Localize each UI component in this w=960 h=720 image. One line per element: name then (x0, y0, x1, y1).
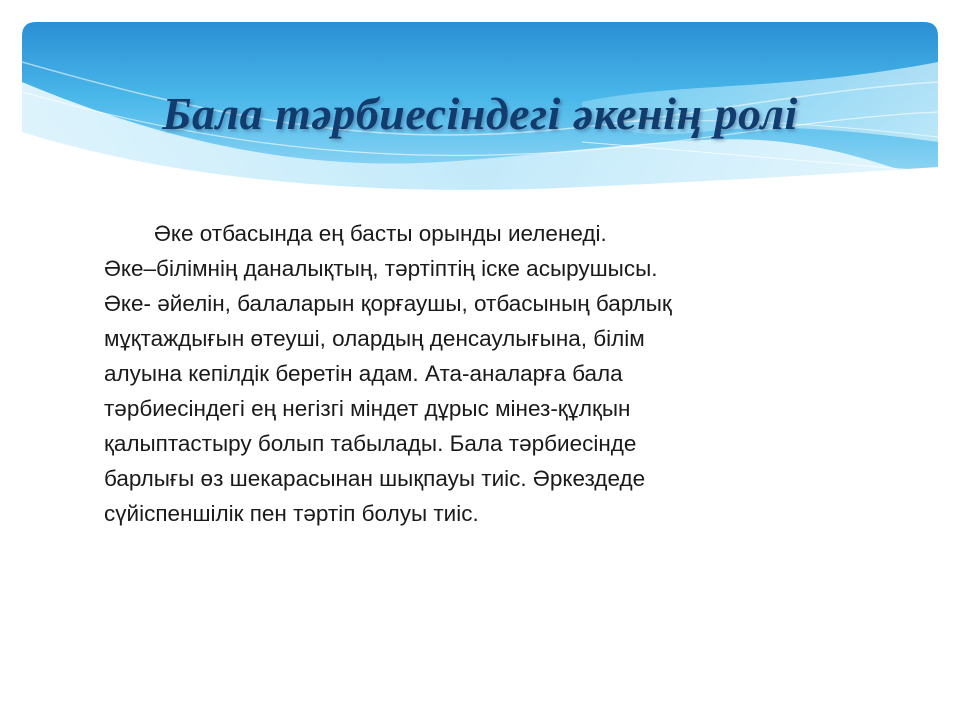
body-paragraph (104, 216, 864, 531)
body-line: мұқтаждығын өтеуші, олардың денсаулығына, білім (104, 326, 645, 351)
body-line: тәрбиесіндегі ең негізгі міндет дұрыс мінез-құлқын (104, 396, 631, 421)
body-line: қалыптастыру болып табылады. Бала тәрбиесінде (104, 431, 637, 456)
body-line: алуына кепілдік беретін адам. Ата-аналарға бала (104, 361, 623, 386)
body-line: Әке отбасында ең басты орынды иеленеді. (154, 221, 607, 246)
slide-title: Бала тәрбиесіндегі әкенің ролі (162, 88, 798, 139)
body-line: Әке–білімнің даналықтың, тәртіптің іске асырушысы. (104, 256, 658, 281)
body-line: Әке- әйелін, балаларын қорғаушы, отбасының барлық (104, 291, 672, 316)
body-line: сүйіспеншілік пен тәртіп болуы тиіс. (104, 501, 479, 526)
body-line: барлығы өз шекарасынан шықпауы тиіс. Әркездеде (104, 466, 646, 491)
